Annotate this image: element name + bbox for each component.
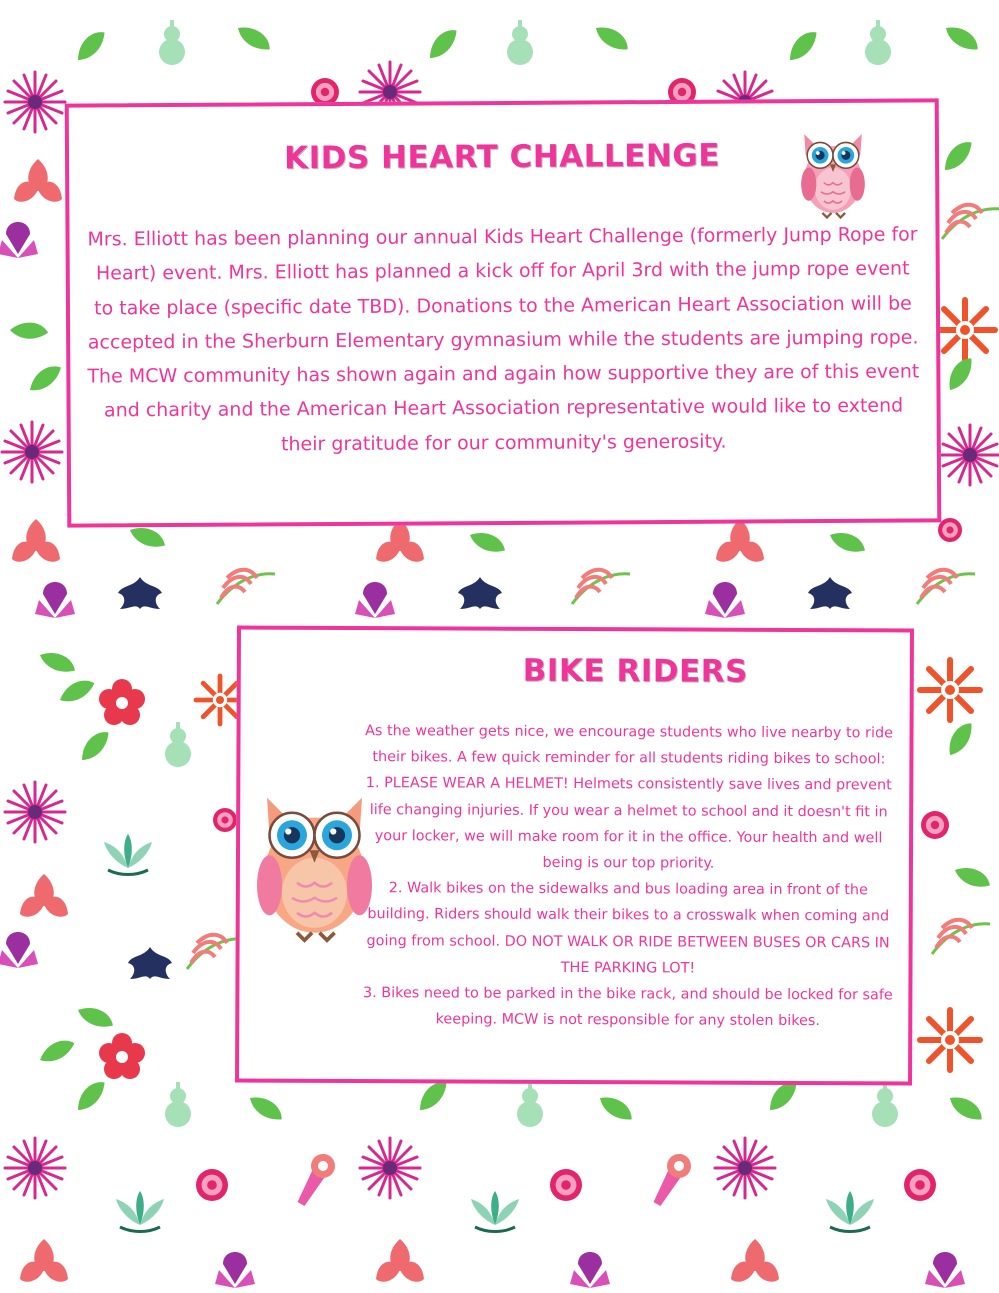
- bike-item-3: 3. Bikes need to be parked in the bike rack, and should be locked for safe keeping. MCW is not responsible for any stolen bikes.: [362, 985, 893, 1030]
- bike-item-1: 1. PLEASE WEAR A HELMET! Helmets consistently save lives and prevent life changing injuries. If you wear a helmet to school and it doesn't fit in your locker, we will make room for it in the office. Your health and well being is our top priority.: [365, 775, 892, 872]
- owl-icon: [795, 125, 871, 219]
- bike-riders-body: [359, 718, 897, 1035]
- owl-icon: [252, 785, 377, 943]
- heart-challenge-body: Mrs. Elliott has been planning our annual Kids Heart Challenge (formerly Jump Rope for Heart) event. Mrs. Elliott has planned a kick off for April 3rd with the jump rope event to take place (specific date TBD). Donations to the American Heart Association will be accepted in the Sherburn Elementary gymnasium while the students are jumping rope. The MCW community has shown again and again how supportive they are of this event and charity and the American Heart Association representative would like to extend their gratitude for our community's generosity.: [87, 223, 920, 456]
- bike-riders-title: BIKE RIDERS: [522, 652, 748, 690]
- bike-intro: As the weather gets nice, we encourage students who live nearby to ride their bikes. A few quick reminder for all students riding bikes to school:: [365, 723, 893, 768]
- bike-item-2: 2. Walk bikes on the sidewalks and bus loading area in front of the building. Riders should walk their bikes to a crosswalk when coming and going from school. DO NOT WALK OR RIDE BETWEEN BUSES OR CARS IN THE PARKING LOT!: [366, 880, 890, 977]
- heart-challenge-title: KIDS HEART CHALLENGE: [284, 137, 721, 177]
